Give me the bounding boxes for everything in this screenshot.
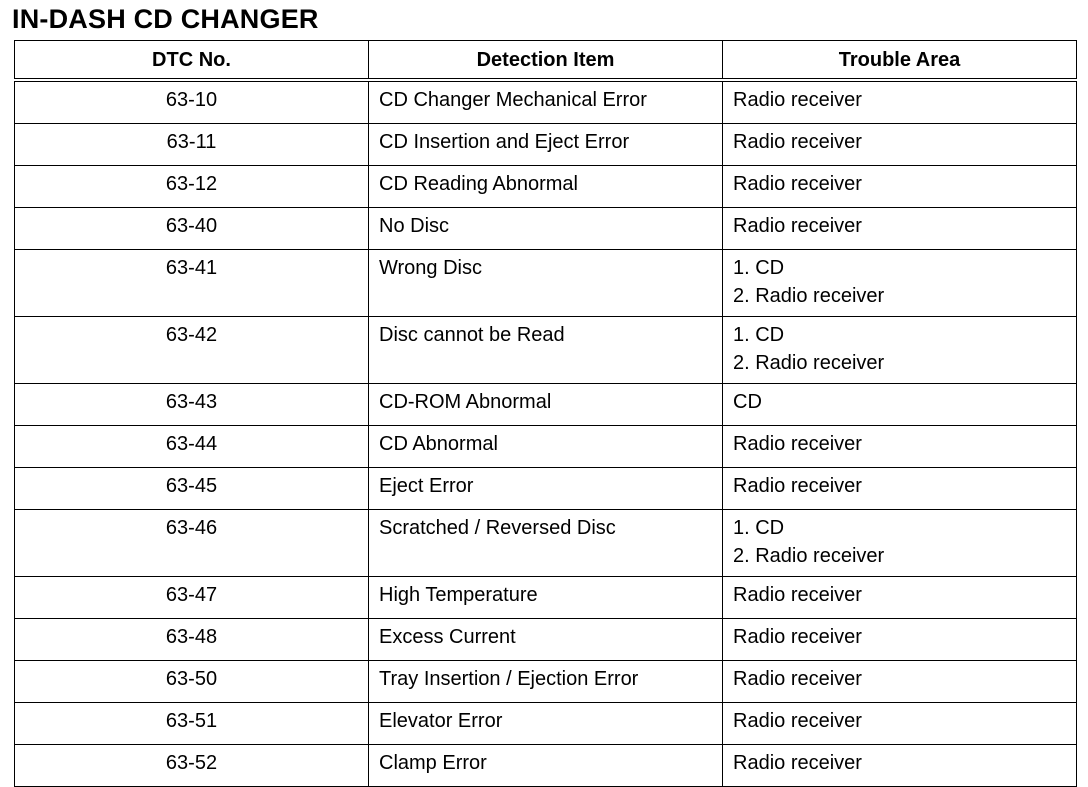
header-detection-item: Detection Item — [369, 41, 723, 81]
trouble-area-cell — [723, 166, 1077, 208]
trouble-area-cell — [723, 250, 1077, 317]
detection-item-cell: Excess Current — [369, 619, 723, 661]
trouble-area-line: CD — [733, 391, 762, 413]
trouble-area-cell — [723, 208, 1077, 250]
detection-item-cell: CD-ROM Abnormal — [369, 384, 723, 426]
trouble-area-cell — [723, 384, 1077, 426]
table-row — [15, 384, 1077, 426]
dtc-table — [14, 40, 1077, 787]
header-dtc-no: DTC No. — [15, 41, 369, 81]
dtc-code-cell: 63-51 — [15, 703, 369, 745]
trouble-area-cell — [723, 317, 1077, 384]
dtc-code-cell: 63-44 — [15, 426, 369, 468]
dtc-code-cell: 63-41 — [15, 250, 369, 317]
detection-item-cell: Elevator Error — [369, 703, 723, 745]
trouble-area-line: Radio receiver — [733, 89, 862, 111]
detection-item-cell: No Disc — [369, 208, 723, 250]
table-row — [15, 619, 1077, 661]
trouble-area-line: Radio receiver — [733, 173, 862, 195]
detection-item-cell: Wrong Disc — [369, 250, 723, 317]
table-row — [15, 124, 1077, 166]
trouble-area-cell — [723, 124, 1077, 166]
table-body — [15, 80, 1077, 787]
detection-item-cell: Tray Insertion / Ejection Error — [369, 661, 723, 703]
detection-item-cell: CD Changer Mechanical Error — [369, 80, 723, 124]
dtc-code-cell: 63-40 — [15, 208, 369, 250]
detection-item-cell: Disc cannot be Read — [369, 317, 723, 384]
trouble-area-cell — [723, 426, 1077, 468]
trouble-area-line: Radio receiver — [733, 215, 862, 237]
trouble-area-line: Radio receiver — [733, 584, 862, 606]
detection-item-cell: CD Reading Abnormal — [369, 166, 723, 208]
table-row — [15, 166, 1077, 208]
dtc-code-cell: 63-46 — [15, 510, 369, 577]
trouble-area-cell — [723, 577, 1077, 619]
trouble-area-line: 1. CD — [733, 517, 785, 539]
trouble-area-line: Radio receiver — [733, 433, 862, 455]
dtc-code-cell: 63-12 — [15, 166, 369, 208]
dtc-code-cell: 63-50 — [15, 661, 369, 703]
detection-item-cell: Scratched / Reversed Disc — [369, 510, 723, 577]
trouble-area-line: Radio receiver — [733, 752, 862, 774]
trouble-area-line: Radio receiver — [733, 131, 862, 153]
trouble-area-line: 1. CD — [733, 257, 785, 279]
table-row — [15, 80, 1077, 124]
header-trouble-area: Trouble Area — [723, 41, 1077, 81]
dtc-code-cell: 63-52 — [15, 745, 369, 787]
trouble-area-line: 2. Radio receiver — [733, 545, 885, 567]
trouble-area-cell — [723, 703, 1077, 745]
detection-item-cell: CD Insertion and Eject Error — [369, 124, 723, 166]
trouble-area-line: 2. Radio receiver — [733, 285, 885, 307]
trouble-area-cell — [723, 619, 1077, 661]
dtc-code-cell: 63-45 — [15, 468, 369, 510]
trouble-area-cell — [723, 80, 1077, 124]
trouble-area-line: Radio receiver — [733, 626, 862, 648]
table-row — [15, 703, 1077, 745]
dtc-code-cell: 63-42 — [15, 317, 369, 384]
table-row — [15, 468, 1077, 510]
trouble-area-line: Radio receiver — [733, 710, 862, 732]
page-title: IN-DASH CD CHANGER — [12, 4, 319, 34]
trouble-area-cell — [723, 468, 1077, 510]
detection-item-cell: Eject Error — [369, 468, 723, 510]
table-row — [15, 317, 1077, 384]
dtc-code-cell: 63-48 — [15, 619, 369, 661]
trouble-area-line: Radio receiver — [733, 475, 862, 497]
trouble-area-line: 2. Radio receiver — [733, 352, 885, 374]
table-row — [15, 661, 1077, 703]
table-row — [15, 250, 1077, 317]
table-row — [15, 208, 1077, 250]
detection-item-cell: Clamp Error — [369, 745, 723, 787]
trouble-area-cell — [723, 661, 1077, 703]
trouble-area-line: 1. CD — [733, 324, 785, 346]
trouble-area-cell — [723, 510, 1077, 577]
table-row — [15, 510, 1077, 577]
detection-item-cell: High Temperature — [369, 577, 723, 619]
header-row — [15, 41, 1077, 81]
table-header — [15, 41, 1077, 81]
dtc-code-cell: 63-11 — [15, 124, 369, 166]
dtc-code-cell: 63-43 — [15, 384, 369, 426]
table-row — [15, 745, 1077, 787]
detection-item-cell: CD Abnormal — [369, 426, 723, 468]
dtc-code-cell: 63-47 — [15, 577, 369, 619]
dtc-code-cell: 63-10 — [15, 80, 369, 124]
table-row — [15, 577, 1077, 619]
trouble-area-cell — [723, 745, 1077, 787]
trouble-area-line: Radio receiver — [733, 668, 862, 690]
table-row — [15, 426, 1077, 468]
